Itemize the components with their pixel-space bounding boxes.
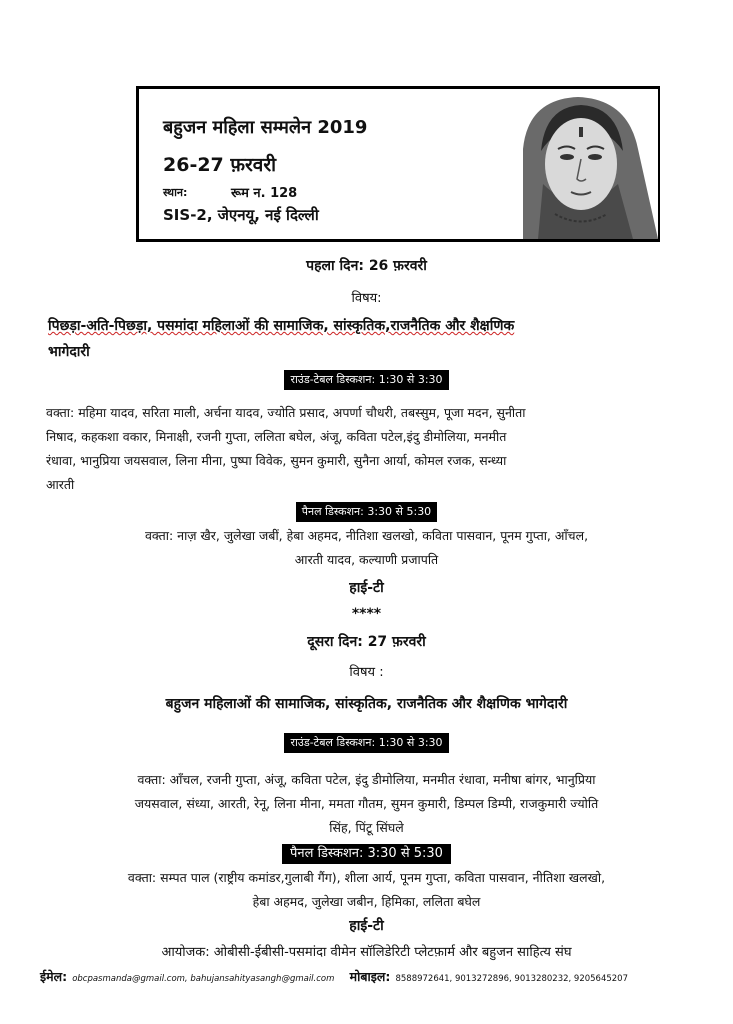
day1-panel-speakers [0,524,733,572]
speakers-line: जयसवाल, संध्या, आरती, रेनू, लिना मीना, ममता गौतम, सुमन कुमारी, डिम्पल डिम्पी, राजकुमारी ज्योति [134,796,599,811]
venue-room: रूम न. 128 [231,186,298,201]
day1-hightea: हाई-टी [349,580,384,596]
speakers-line: सिंह, पिंटू सिंघले [329,820,404,835]
day2-panel-tag: पैनल डिस्कशन: 3:30 से 5:30 [282,844,451,864]
day2-roundtable-row [0,731,733,753]
organizer: आयोजक: ओबीसी-ईबीसी-पसमांदा वीमेन सॉलिडेरिटी प्लेटफ़ार्म और बहुजन साहित्य संघ [161,945,572,960]
day2-panel-row [0,842,733,864]
day1-topic [48,313,698,365]
day1-roundtable-tag: राउंड-टेबल डिस्कशन: 1:30 से 3:30 [284,370,448,390]
speakers-line: आरती [46,477,75,492]
mobile-numbers: 8588972641, 9013272896, 9013280232, 9205645207 [395,974,628,984]
portrait-image [483,89,658,239]
event-banner [136,86,660,242]
speakers-line: रंधावा, भानुप्रिया जयसवाल, लिना मीना, पुष्पा विवेक, सुमन कुमारी, सुनैना आर्या, कोमल रजक, सन्ध्या [46,453,507,468]
day1-topic-line1: पिछड़ा-अति-पिछड़ा, पसमांदा महिलाओं की सामाजिक, सांस्कृतिक,राजनैतिक और शैक्षणिक [48,318,515,334]
day2-hightea: हाई-टी [349,918,384,934]
speakers-line: निषाद, कहकशा वकार, मिनाक्षी, रजनी गुप्ता, ललिता बघेल, अंजू, कविता पटेल,इंदु डीमोलिया, मनमीत [46,429,507,444]
day1-roundtable-row [0,368,733,390]
day2-panel-speakers [0,866,733,914]
speakers-line: वक्ता: आँचल, रजनी गुप्ता, अंजू, कविता पटेल, इंदु डीमोलिया, मनमीत रंधावा, मनीषा बांगर, भानुप्रिया [137,772,596,787]
contact-row [40,966,720,985]
email-addresses[interactable]: obcpasmanda@gmail.com, bahujansahityasangh@gmail.com [72,974,335,984]
speakers-line: हेबा अहमद, जुलेखा जबीन, हिमिका, ललिता बघेल [252,894,481,909]
day1-topic-line2: भागेदारी [48,344,90,360]
day1-heading: पहला दिन: 26 फ़रवरी [306,258,427,274]
speakers-line: वक्ता: नाज़ खैर, जुलेखा जबीं, हेबा अहमद, नीतिशा खलखो, कविता पासवान, पूनम गुप्ता, आँचल, [144,528,589,543]
day2-roundtable-tag: राउंड-टेबल डिस्कशन: 1:30 से 3:30 [284,733,448,753]
day2-roundtable-speakers [0,768,733,840]
separator: **** [351,606,382,622]
speakers-line: वक्ता: महिमा यादव, सरिता माली, अर्चना यादव, ज्योति प्रसाद, अपर्णा चौधरी, तबस्सुम, पूजा मदन, सुनीता [46,405,526,420]
venue-label: स्थान: [163,186,188,199]
day2-topic: बहुजन महिलाओं की सामाजिक, सांस्कृतिक, राजनैतिक और शैक्षणिक भागेदारी [165,696,568,712]
venue-place: SIS-2, जेएनयू, नई दिल्ली [163,206,319,224]
speakers-line: वक्ता: सम्पत पाल (राष्ट्रीय कमांडर,गुलाबी गैंग), शीला आर्य, पूनम गुप्ता, कविता पासवान, नीतिशा खलखो, [127,870,606,885]
portrait-sketch-icon [483,89,658,239]
event-title: बहुजन महिला सम्मलेन 2019 [163,117,368,138]
day1-roundtable-speakers [46,401,706,497]
speakers-line: आरती यादव, कल्याणी प्रजापति [294,552,439,567]
day2-topic-label: विषय : [349,665,384,680]
day1-panel-row [0,500,733,522]
email-label: ईमेल: [40,969,68,984]
day2-heading: दूसरा दिन: 27 फ़रवरी [307,634,426,650]
mobile-label: मोबाइल: [349,969,391,984]
event-dates: 26-27 फ़रवरी [163,154,277,176]
day1-panel-tag: पैनल डिस्कशन: 3:30 से 5:30 [296,502,437,522]
day1-topic-label: विषय: [351,291,382,306]
